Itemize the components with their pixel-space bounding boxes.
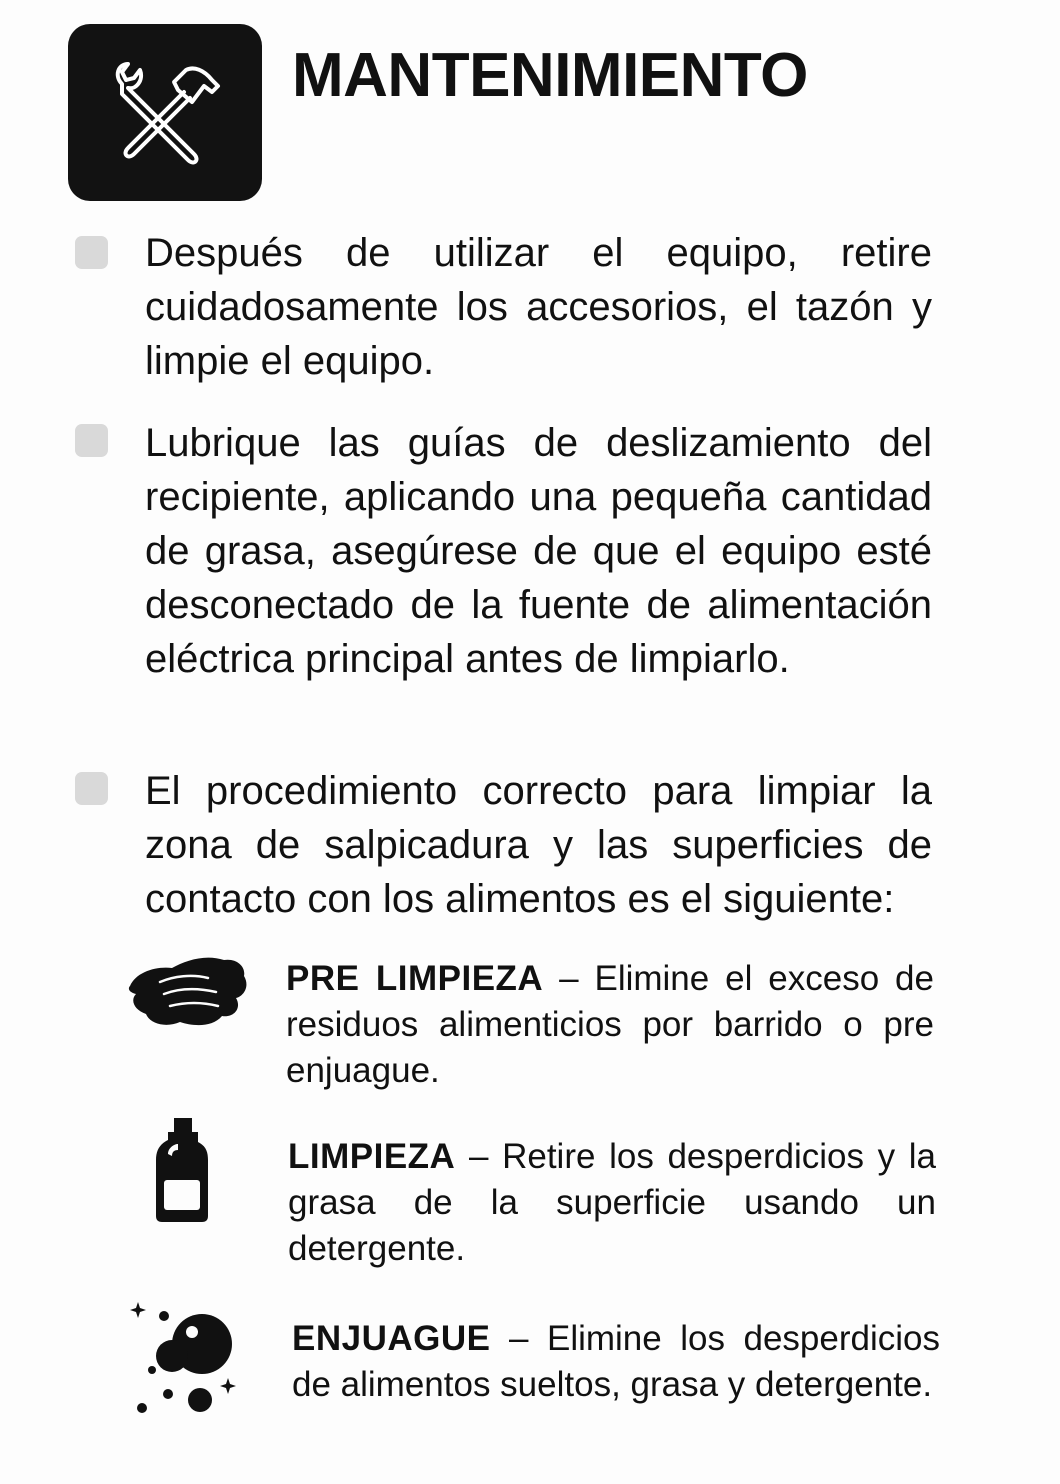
bullet-marker xyxy=(75,424,108,457)
tools-icon xyxy=(108,62,223,172)
step-enjuague xyxy=(292,1316,940,1408)
step-title: LIMPIEZA xyxy=(288,1137,456,1176)
step-separator: – xyxy=(543,959,595,998)
step-limpieza xyxy=(288,1134,936,1272)
wiping-hand-icon xyxy=(126,952,250,1032)
maintenance-icon-box xyxy=(68,24,262,201)
detergent-bottle-icon xyxy=(152,1116,212,1226)
bullet-text: El procedimiento correcto para limpiar la zona de salpicadura y las superficies de contacto con los alimentos es el siguiente: xyxy=(145,769,932,921)
step-separator: – xyxy=(455,1137,503,1176)
bullet-marker xyxy=(75,236,108,269)
step-title: ENJUAGUE xyxy=(292,1319,491,1358)
step-description: Retire los desperdicios y la grasa de la superficie usando un detergente. xyxy=(288,1137,936,1268)
bullet-text: Lubrique las guías de deslizamiento del recipiente, aplicando una pequeña cantidad de grasa, asegúrese de que el equipo esté desconectado de la fuente de alimentación eléctrica principal antes de limpiarlo. xyxy=(145,421,932,681)
step-pre-limpieza xyxy=(286,956,934,1094)
step-description: Elimine los desperdicios de alimentos sueltos, grasa y detergente. xyxy=(292,1319,940,1404)
bullet-text: Después de utilizar el equipo, retire cuidadosamente los accesorios, el tazón y limpie el equipo. xyxy=(145,231,932,383)
page-title: MANTENIMIENTO xyxy=(292,41,808,110)
bubbles-icon xyxy=(128,1300,240,1418)
bullet-marker xyxy=(75,772,108,805)
step-description: Elimine el exceso de residuos alimenticios por barrido o pre enjuague. xyxy=(286,959,934,1090)
step-separator: – xyxy=(490,1319,547,1358)
step-title: PRE LIMPIEZA xyxy=(286,959,544,998)
